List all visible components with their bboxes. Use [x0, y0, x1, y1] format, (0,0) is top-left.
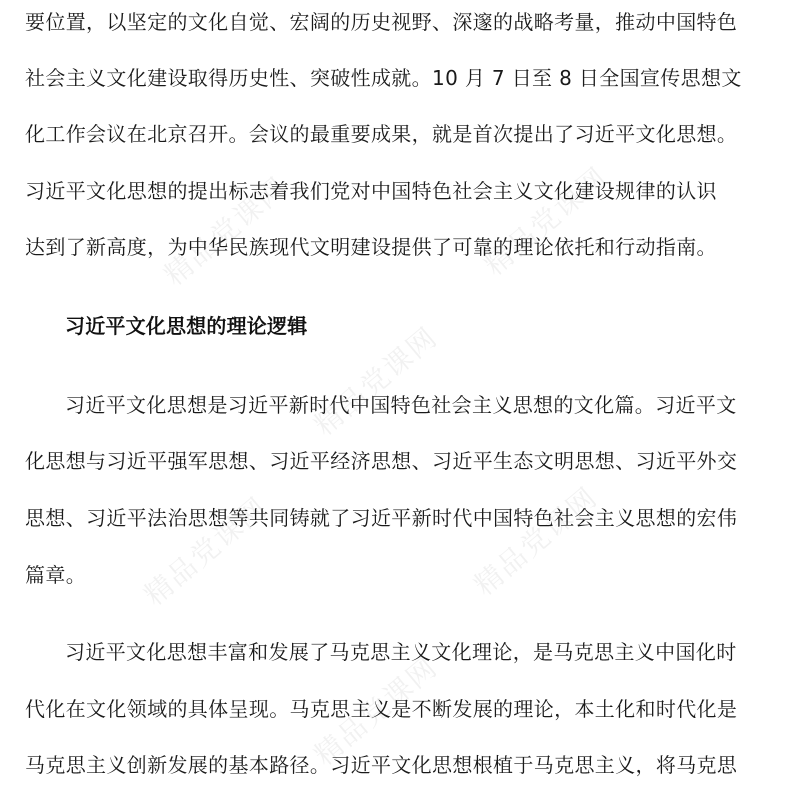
paragraph-line: 篇章。 — [25, 563, 87, 587]
paragraph-line: 要位置，以坚定的文化自觉、宏阔的历史视野、深邃的战略考量，推动中国特色 — [25, 10, 738, 34]
paragraph-line: 习近平文化思想的提出标志着我们党对中国特色社会主义文化建设规律的认识 — [25, 179, 717, 203]
paragraph-line: 达到了新高度，为中华民族现代文明建设提供了可靠的理论依托和行动指南。 — [25, 235, 717, 259]
section-heading: 习近平文化思想的理论逻辑 — [65, 314, 308, 338]
paragraph-line: 习近平文化思想是习近平新时代中国特色社会主义思想的文化篇。习近平文 — [65, 393, 737, 417]
paragraph-line: 马克思主义创新发展的基本路径。习近平文化思想根植于马克思主义，将马克思 — [25, 753, 738, 777]
watermark: 精品党课网 — [477, 160, 615, 283]
watermark: 精品党课网 — [307, 320, 445, 443]
watermark: 精品党课网 — [137, 490, 275, 613]
paragraph-line: 习近平文化思想丰富和发展了马克思主义文化理论，是马克思主义中国化时 — [65, 640, 737, 664]
paragraph-line: 社会主义文化建设取得历史性、突破性成就。10 月 7 日至 8 日全国宣传思想文 — [25, 66, 742, 90]
paragraph-line: 化工作会议在北京召开。会议的最重要成果，就是首次提出了习近平文化思想。 — [25, 122, 738, 146]
watermark: 精品党课网 — [307, 650, 445, 773]
paragraph-line: 化思想与习近平强军思想、习近平经济思想、习近平生态文明思想、习近平外交 — [25, 449, 738, 473]
watermark: 精品党课网 — [467, 480, 605, 603]
paragraph-line: 思想、习近平法治思想等共同铸就了习近平新时代中国特色社会主义思想的宏伟 — [25, 506, 738, 530]
paragraph-line: 代化在文化领域的具体呈现。马克思主义是不断发展的理论，本土化和时代化是 — [25, 697, 738, 721]
watermark: 精品党课网 — [157, 170, 295, 293]
